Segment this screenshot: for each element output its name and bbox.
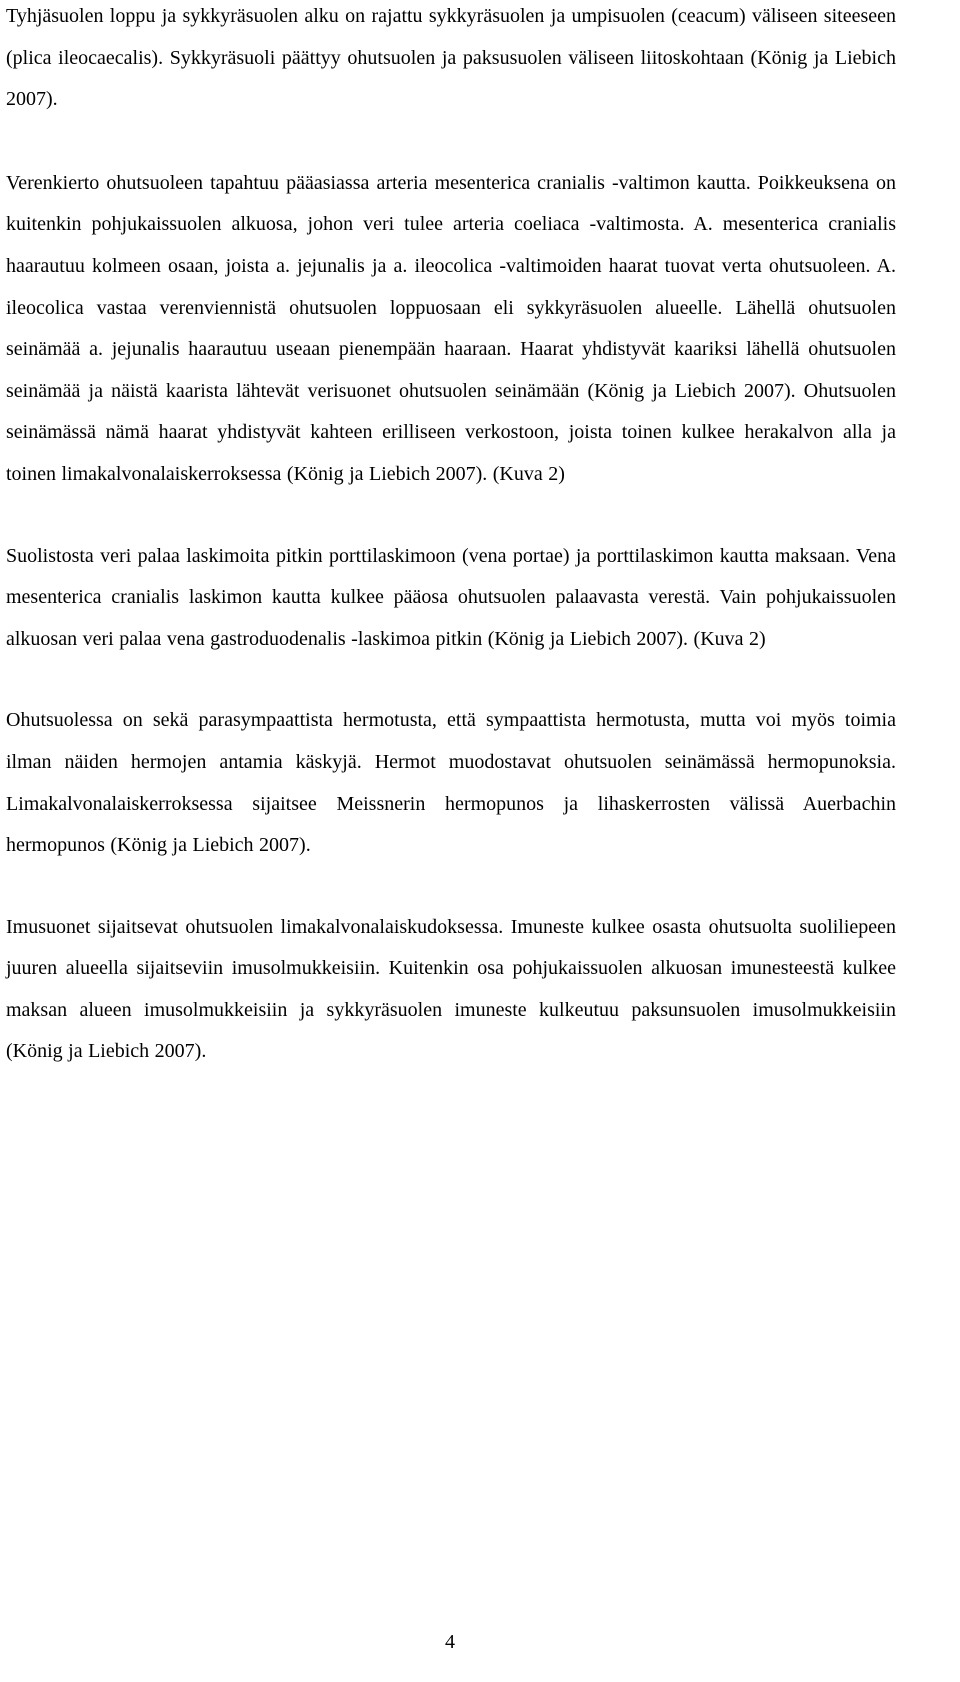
paragraph-innervation: Ohutsuolessa on sekä parasympaattista hermotusta, että sympaattista hermotusta, mutta voi myös toimia ilman näiden hermojen antamia käskyjä. Hermot muodostavat ohutsuolen seinämässä hermopunoksia. Limakalvonalaiskerroksessa sijaitsee Meissnerin hermopunos ja lihaskerrosten välissä Auerbachin hermopunos (König ja Liebich 2007). xyxy=(6,709,896,857)
page-number: 4 xyxy=(445,1631,455,1653)
paragraph-lymphatics: Imusuonet sijaitsevat ohutsuolen limakalvonalaiskudoksessa. Imuneste kulkee osasta ohutsuolta suoliliepeen juuren alueella sijaitseviin imusolmukkeisiin. Kuitenkin osa pohjukaissuolen alkuosan imunesteestä kulkee maksan alueen imusolmukkeisiin ja sykkyräsuolen imuneste kulkeutuu paksunsuolen imusolmukkeisiin (König ja Liebich 2007). xyxy=(6,915,896,1063)
paragraph-blood-supply: Verenkierto ohutsuoleen tapahtuu pääasiassa arteria mesenterica cranialis -valtimon kautta. Poikkeuksena on kuitenkin pohjukaissuolen alkuosa, johon veri tulee arteria coeliaca -valtimosta. A. mesenterica cranialis haarautuu kolmeen osaan, joista a. jejunalis ja a. ileocolica -valtimoiden haarat tuovat verta ohutsuoleen. A. ileocolica vastaa verenviennistä ohutsuolen loppuosaan eli sykkyräsuolen alueelle. Lähellä ohutsuolen seinämää a. jejunalis haarautuu useaan pienempään haaraan. Haarat yhdistyvät kaariksi lähellä ohutsuolen seinämää ja näistä kaarista lähtevät verisuonet ohutsuolen seinämään (König ja Liebich 2007). Ohutsuolen seinämässä nämä haarat yhdistyvät kahteen erilliseen verkostoon, joista toinen kulkee herakalvon alla ja toinen limakalvonalaiskerroksessa (König ja Liebich 2007). (Kuva 2) xyxy=(6,171,896,485)
paragraph-ileum-boundary: Tyhjäsuolen loppu ja sykkyräsuolen alku on rajattu sykkyräsuolen ja umpisuolen (ceacum) väliseen siteeseen (plica ileocaecalis). Sykkyräsuoli päättyy ohutsuolen ja paksusuolen väliseen liitoskohtaan (König ja Liebich 2007). xyxy=(6,5,896,111)
paragraph-venous-return: Suolistosta veri palaa laskimoita pitkin porttilaskimoon (vena portae) ja porttilaskimon kautta maksaan. Vena mesenterica cranialis laskimon kautta kulkee pääosa ohutsuolen palaavasta verestä. Vain pohjukaissuolen alkuosan veri palaa vena gastroduodenalis -laskimoa pitkin (König ja Liebich 2007). (Kuva 2) xyxy=(6,544,896,650)
document-page xyxy=(6,0,896,1073)
